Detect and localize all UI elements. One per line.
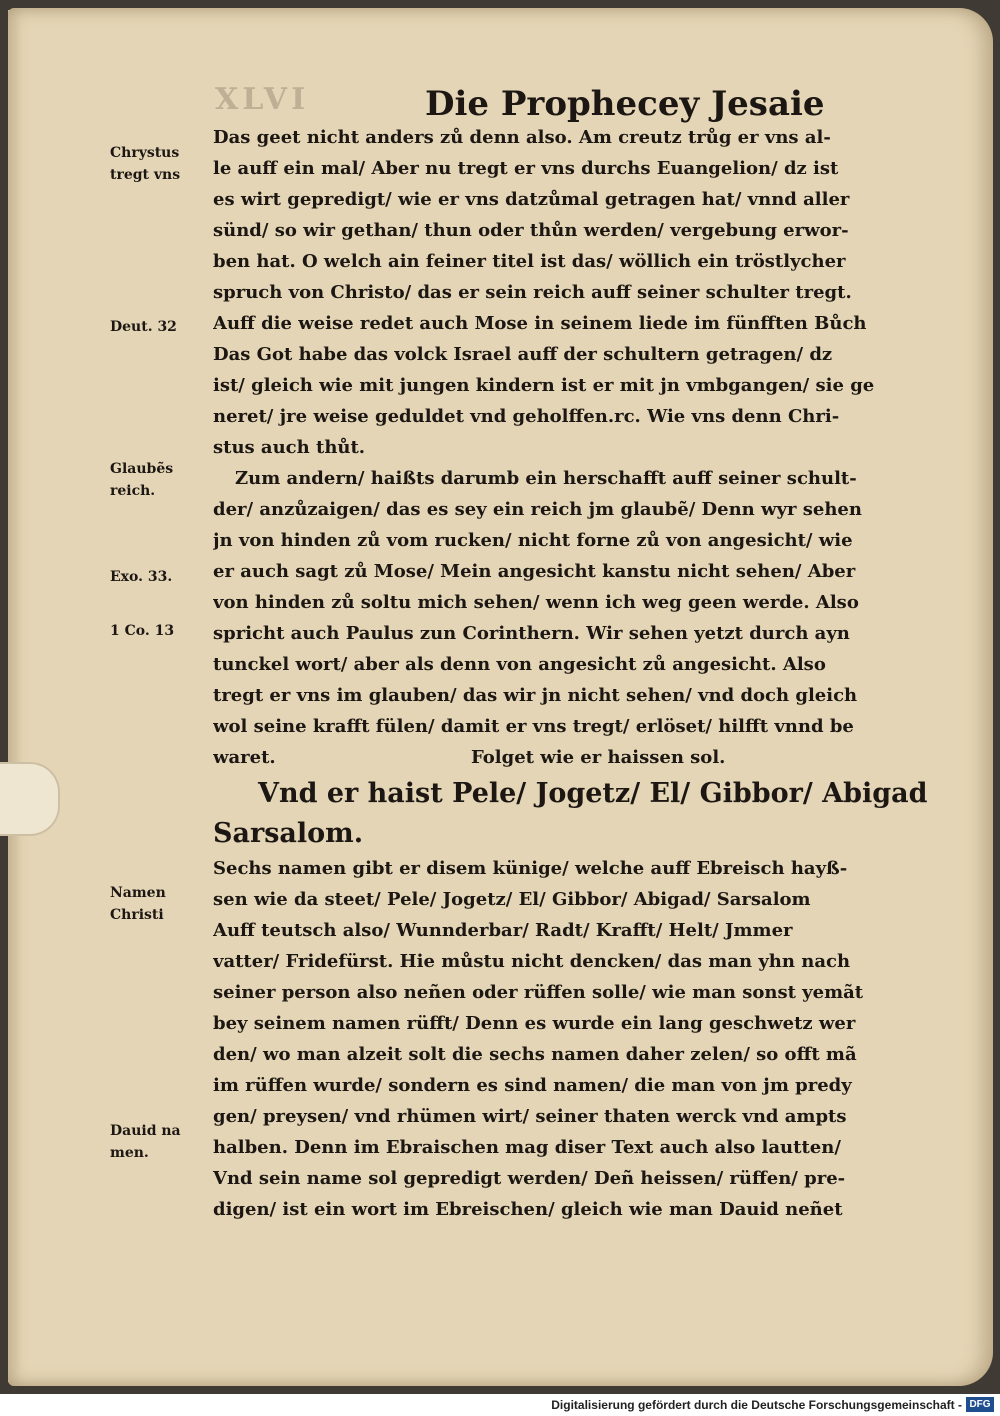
text-line: gen/ preysen/ vnd rhümen wirt/ seiner thaten werck vnd ampts (213, 1106, 847, 1127)
text-line: spruch von Christo/ das er sein reich auff seiner schulter tregt. (213, 282, 852, 303)
margin-note (110, 458, 210, 502)
text-line: im rüffen wurde/ sondern es sind namen/ die man von jm predy (213, 1075, 852, 1096)
text-line: Zum andern/ haißts darumb ein herschafft auff seiner schult- (235, 468, 857, 489)
margin-note-line: Christi (110, 907, 164, 923)
text-line: den/ wo man alzeit solt die sechs namen daher zelen/ so offt mã (213, 1044, 857, 1065)
bookmark-tab (0, 762, 60, 836)
text-line: digen/ ist ein wort im Ebreischen/ gleich wie man Dauid neñet (213, 1199, 843, 1220)
text-line: von hinden zů soltu mich sehen/ wenn ich weg geen werde. Also (213, 592, 859, 613)
margin-note-line: 1 Co. 13 (110, 623, 175, 639)
text-line (213, 742, 953, 773)
margin-note (110, 882, 210, 926)
text-line: jn von hinden zů vom rucken/ nicht forne zů von angesicht/ wie (213, 530, 853, 551)
text-line: ist/ gleich wie mit jungen kindern ist er mit jn vmbgangen/ sie ge (213, 375, 875, 396)
text-line: sünd/ so wir gethan/ thun oder thůn werden/ vergebung erwor- (213, 220, 849, 241)
text-line: bey seinem namen rüfft/ Denn es wurde ein lang geschwetz wer (213, 1013, 856, 1034)
margin-note-line: Glaubẽs (110, 461, 174, 477)
text-line: halben. Denn im Ebraischen mag diser Text auch also lautten/ (213, 1137, 841, 1158)
margin-note-line: Dauid na (110, 1123, 181, 1139)
margin-note (110, 566, 210, 588)
margin-note-line: Namen (110, 885, 166, 901)
text-line: sen wie da steet/ Pele/ Jogetz/ El/ Gibbor/ Abigad/ Sarsalom (213, 889, 811, 910)
text-line: Auff teutsch also/ Wunnderbar/ Radt/ Krafft/ Helt/ Jmmer (213, 920, 793, 941)
text-line: Das geet nicht anders zů denn also. Am creutz trůg er vns al- (213, 127, 831, 148)
verse-heading: Sarsalom. (213, 818, 364, 849)
text-line-end: waret. (213, 747, 276, 768)
page-title: Die Prophecey Jesaie (425, 84, 825, 124)
running-head: XLVI (215, 82, 310, 117)
main-text-block (213, 122, 953, 1225)
margin-note-line: men. (110, 1145, 149, 1161)
text-line: tregt er vns im glauben/ das wir jn nicht sehen/ vnd doch gleich (213, 685, 858, 706)
text-line: spricht auch Paulus zun Corinthern. Wir sehen yetzt durch ayn (213, 623, 850, 644)
dfg-logo: DFG (966, 1397, 994, 1412)
margin-note-line: reich. (110, 483, 156, 499)
margin-note (110, 142, 210, 186)
subheading: Folget wie er haissen sol. (471, 747, 726, 768)
margin-note (110, 316, 210, 338)
text-line: Das Got habe das volck Israel auff der schultern getragen/ dz (213, 344, 833, 365)
text-line: Vnd sein name sol gepredigt werden/ Deñ heissen/ rüffen/ pre- (213, 1168, 846, 1189)
text-line: wol seine krafft fülen/ damit er vns tregt/ erlöset/ hilfft vnnd be (213, 716, 854, 737)
margin-note-line: Deut. 32 (110, 319, 177, 335)
text-line: vatter/ Fridefürst. Hie můstu nicht dencken/ das man yhn nach (213, 951, 851, 972)
text-line: es wirt gepredigt/ wie er vns datzůmal getragen hat/ vnnd aller (213, 189, 850, 210)
text-line: ben hat. O welch ain feiner titel ist das/ wöllich ein tröstlycher (213, 251, 846, 272)
funding-credit: Digitalisierung gefördert durch die Deutsche Forschungsgemeinschaft - (551, 1398, 962, 1412)
text-line: neret/ jre weise geduldet vnd geholffen.rc. Wie vns denn Chri- (213, 406, 840, 427)
text-line: seiner person also neñen oder rüffen solle/ wie man sonst yemãt (213, 982, 864, 1003)
verse-heading: Vnd er haist Pele/ Jogetz/ El/ Gibbor/ Abigad (258, 778, 928, 809)
margin-note-line: tregt vns (110, 167, 181, 183)
text-line: er auch sagt zů Mose/ Mein angesicht kanstu nicht sehen/ Aber (213, 561, 856, 582)
margin-note (110, 620, 210, 642)
text-line: tunckel wort/ aber als denn von angesicht zů angesicht. Also (213, 654, 826, 675)
margin-note (110, 1120, 210, 1164)
text-line: le auff ein mal/ Aber nu tregt er vns durchs Euangelion/ dz ist (213, 158, 839, 179)
text-line: Sechs namen gibt er disem künige/ welche auff Ebreisch hayß- (213, 858, 848, 879)
margin-note-line: Exo. 33. (110, 569, 173, 585)
text-line: der/ anzůzaigen/ das es sey ein reich jm glaubẽ/ Denn wyr sehen (213, 499, 862, 520)
text-line: stus auch thůt. (213, 437, 366, 458)
text-line: Auff die weise redet auch Mose in seinem liede im fünfften Bůch (213, 313, 867, 334)
margin-note-line: Chrystus (110, 145, 180, 161)
footer-bar (0, 1394, 1000, 1416)
